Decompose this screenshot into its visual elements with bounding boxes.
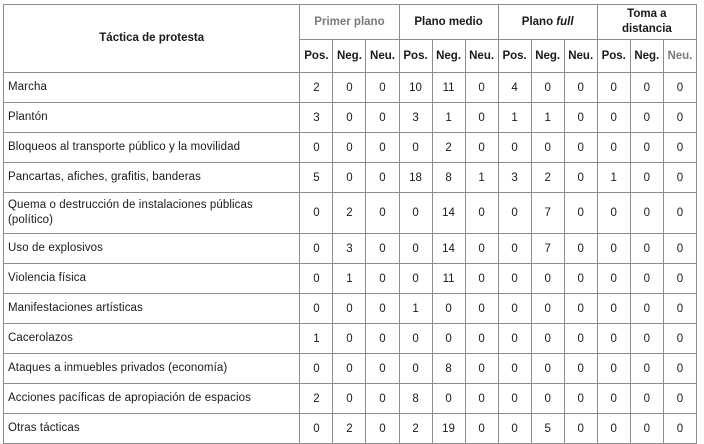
cell-value: 0 <box>366 414 399 444</box>
cell-value: 0 <box>663 133 696 163</box>
cell-value: 0 <box>333 384 366 414</box>
table-row <box>4 163 697 193</box>
cell-value: 0 <box>465 414 498 444</box>
cell-value: 0 <box>300 133 333 163</box>
header-plano-medio: Plano medio <box>399 5 498 40</box>
table-row <box>4 414 697 444</box>
cell-value: 0 <box>498 384 531 414</box>
cell-value: 0 <box>366 103 399 133</box>
cell-value: 1 <box>498 103 531 133</box>
cell-value: 1 <box>531 103 564 133</box>
cell-value: 0 <box>597 264 630 294</box>
cell-value: 0 <box>597 234 630 264</box>
row-label: Ataques a inmuebles privados (economía) <box>4 354 300 384</box>
cell-value: 0 <box>432 294 465 324</box>
cell-value: 1 <box>333 264 366 294</box>
sub-header-10: Neg. <box>630 40 663 73</box>
cell-value: 0 <box>564 324 597 354</box>
cell-value: 0 <box>300 234 333 264</box>
cell-value: 0 <box>366 73 399 103</box>
sub-header-0: Pos. <box>300 40 333 73</box>
row-label: Acciones pacíficas de apropiación de espacios <box>4 384 300 414</box>
cell-value: 0 <box>663 73 696 103</box>
cell-value: 0 <box>333 73 366 103</box>
cell-value: 3 <box>498 163 531 193</box>
cell-value: 0 <box>300 264 333 294</box>
cell-value: 2 <box>531 163 564 193</box>
cell-value: 0 <box>564 264 597 294</box>
cell-value: 7 <box>531 193 564 234</box>
cell-value: 0 <box>498 264 531 294</box>
cell-value: 1 <box>300 324 333 354</box>
cell-value: 0 <box>597 73 630 103</box>
cell-value: 8 <box>432 163 465 193</box>
cell-value: 0 <box>399 234 432 264</box>
cell-value: 0 <box>564 384 597 414</box>
header-toma-line2: distancia <box>621 23 672 35</box>
cell-value: 0 <box>597 294 630 324</box>
row-label: Uso de explosivos <box>4 234 300 264</box>
cell-value: 0 <box>564 234 597 264</box>
table-row <box>4 264 697 294</box>
cell-value: 0 <box>531 294 564 324</box>
row-label: Plantón <box>4 103 300 133</box>
cell-value: 0 <box>564 163 597 193</box>
header-toma-line1: Toma a <box>627 8 667 20</box>
sub-header-6: Pos. <box>498 40 531 73</box>
cell-value: 0 <box>465 133 498 163</box>
header-plano-full-italic: full <box>556 15 574 28</box>
cell-value: 0 <box>663 384 696 414</box>
cell-value: 11 <box>432 264 465 294</box>
table-row <box>4 294 697 324</box>
cell-value: 0 <box>630 324 663 354</box>
cell-value: 0 <box>399 354 432 384</box>
cell-value: 0 <box>531 354 564 384</box>
cell-value: 2 <box>333 193 366 234</box>
cell-value: 0 <box>366 384 399 414</box>
cell-value: 0 <box>564 294 597 324</box>
cell-value: 0 <box>564 414 597 444</box>
cell-value: 0 <box>663 414 696 444</box>
cell-value: 8 <box>399 384 432 414</box>
cell-value: 0 <box>333 294 366 324</box>
cell-value: 0 <box>399 264 432 294</box>
cell-value: 0 <box>663 163 696 193</box>
protest-tactics-table <box>3 4 697 444</box>
cell-value: 0 <box>333 103 366 133</box>
cell-value: 4 <box>498 73 531 103</box>
cell-value: 3 <box>399 103 432 133</box>
cell-value: 0 <box>630 163 663 193</box>
table-row <box>4 103 697 133</box>
cell-value: 0 <box>498 414 531 444</box>
cell-value: 0 <box>630 354 663 384</box>
sub-header-5: Neu. <box>465 40 498 73</box>
cell-value: 0 <box>366 324 399 354</box>
cell-value: 0 <box>663 354 696 384</box>
cell-value: 0 <box>597 324 630 354</box>
cell-value: 18 <box>399 163 432 193</box>
cell-value: 0 <box>465 103 498 133</box>
cell-value: 0 <box>630 294 663 324</box>
cell-value: 0 <box>531 324 564 354</box>
cell-value: 0 <box>300 294 333 324</box>
cell-value: 0 <box>465 193 498 234</box>
cell-value: 0 <box>465 384 498 414</box>
sub-header-7: Neg. <box>531 40 564 73</box>
sub-header-2: Neu. <box>366 40 399 73</box>
cell-value: 0 <box>333 324 366 354</box>
cell-value: 0 <box>366 354 399 384</box>
row-label: Pancartas, afiches, grafitis, banderas <box>4 163 300 193</box>
cell-value: 0 <box>663 324 696 354</box>
cell-value: 2 <box>333 414 366 444</box>
cell-value: 0 <box>498 193 531 234</box>
header-plano-full <box>498 5 597 40</box>
cell-value: 2 <box>432 133 465 163</box>
sub-header-1: Neg. <box>333 40 366 73</box>
sub-header-11: Neu. <box>663 40 696 73</box>
row-label: Otras tácticas <box>4 414 300 444</box>
row-label: Violencia física <box>4 264 300 294</box>
cell-value: 0 <box>432 384 465 414</box>
row-label: Marcha <box>4 73 300 103</box>
table-row <box>4 384 697 414</box>
cell-value: 0 <box>597 103 630 133</box>
cell-value: 0 <box>597 193 630 234</box>
cell-value: 0 <box>399 133 432 163</box>
cell-value: 10 <box>399 73 432 103</box>
cell-value: 0 <box>498 133 531 163</box>
cell-value: 0 <box>630 193 663 234</box>
cell-value: 0 <box>564 103 597 133</box>
cell-value: 14 <box>432 193 465 234</box>
cell-value: 0 <box>366 294 399 324</box>
row-label: Cacerolazos <box>4 324 300 354</box>
cell-value: 0 <box>300 414 333 444</box>
header-primer-plano: Primer plano <box>300 5 399 40</box>
cell-value: 0 <box>564 133 597 163</box>
cell-value: 0 <box>366 264 399 294</box>
cell-value: 0 <box>333 163 366 193</box>
cell-value: 0 <box>366 193 399 234</box>
sub-header-8: Neu. <box>564 40 597 73</box>
cell-value: 7 <box>531 234 564 264</box>
cell-value: 0 <box>498 354 531 384</box>
cell-value: 0 <box>597 354 630 384</box>
cell-value: 3 <box>333 234 366 264</box>
cell-value: 1 <box>432 103 465 133</box>
cell-value: 11 <box>432 73 465 103</box>
cell-value: 0 <box>630 414 663 444</box>
cell-value: 0 <box>630 234 663 264</box>
cell-value: 0 <box>399 324 432 354</box>
cell-value: 0 <box>531 133 564 163</box>
cell-value: 0 <box>597 384 630 414</box>
row-label: Bloqueos al transporte público y la movilidad <box>4 133 300 163</box>
cell-value: 0 <box>366 163 399 193</box>
table-row <box>4 73 697 103</box>
table-row <box>4 234 697 264</box>
cell-value: 0 <box>300 354 333 384</box>
cell-value: 1 <box>597 163 630 193</box>
cell-value: 0 <box>432 324 465 354</box>
cell-value: 0 <box>465 264 498 294</box>
table-row <box>4 354 697 384</box>
cell-value: 0 <box>663 294 696 324</box>
cell-value: 0 <box>630 264 663 294</box>
table-row <box>4 193 697 234</box>
cell-value: 0 <box>630 73 663 103</box>
cell-value: 0 <box>531 384 564 414</box>
cell-value: 0 <box>465 354 498 384</box>
table-row <box>4 324 697 354</box>
cell-value: 0 <box>663 264 696 294</box>
cell-value: 0 <box>564 73 597 103</box>
table-row <box>4 133 697 163</box>
cell-value: 0 <box>366 133 399 163</box>
cell-value: 2 <box>300 384 333 414</box>
cell-value: 0 <box>531 264 564 294</box>
cell-value: 0 <box>498 324 531 354</box>
cell-value: 0 <box>630 133 663 163</box>
cell-value: 0 <box>333 133 366 163</box>
cell-value: 0 <box>465 324 498 354</box>
cell-value: 0 <box>564 354 597 384</box>
cell-value: 14 <box>432 234 465 264</box>
cell-value: 0 <box>597 133 630 163</box>
cell-value: 1 <box>399 294 432 324</box>
cell-value: 0 <box>498 234 531 264</box>
cell-value: 0 <box>663 103 696 133</box>
cell-value: 0 <box>399 193 432 234</box>
cell-value: 0 <box>564 193 597 234</box>
cell-value: 19 <box>432 414 465 444</box>
cell-value: 8 <box>432 354 465 384</box>
cell-value: 0 <box>630 384 663 414</box>
header-tactic: Táctica de protesta <box>4 5 300 73</box>
cell-value: 0 <box>465 294 498 324</box>
sub-header-4: Neg. <box>432 40 465 73</box>
cell-value: 0 <box>333 354 366 384</box>
cell-value: 5 <box>300 163 333 193</box>
row-label: Quema o destrucción de instalaciones públicas (político) <box>4 193 300 234</box>
table-body <box>4 73 697 444</box>
header-toma-a-distancia <box>597 5 696 40</box>
cell-value: 0 <box>300 193 333 234</box>
cell-value: 3 <box>300 103 333 133</box>
header-plano-full-prefix: Plano <box>521 15 557 28</box>
cell-value: 5 <box>531 414 564 444</box>
cell-value: 0 <box>498 294 531 324</box>
cell-value: 0 <box>663 234 696 264</box>
cell-value: 0 <box>465 73 498 103</box>
cell-value: 0 <box>597 414 630 444</box>
sub-header-9: Pos. <box>597 40 630 73</box>
cell-value: 0 <box>366 234 399 264</box>
cell-value: 1 <box>465 163 498 193</box>
cell-value: 2 <box>300 73 333 103</box>
row-label: Manifestaciones artísticas <box>4 294 300 324</box>
cell-value: 2 <box>399 414 432 444</box>
cell-value: 0 <box>531 73 564 103</box>
cell-value: 0 <box>663 193 696 234</box>
cell-value: 0 <box>465 234 498 264</box>
sub-header-3: Pos. <box>399 40 432 73</box>
cell-value: 0 <box>630 103 663 133</box>
